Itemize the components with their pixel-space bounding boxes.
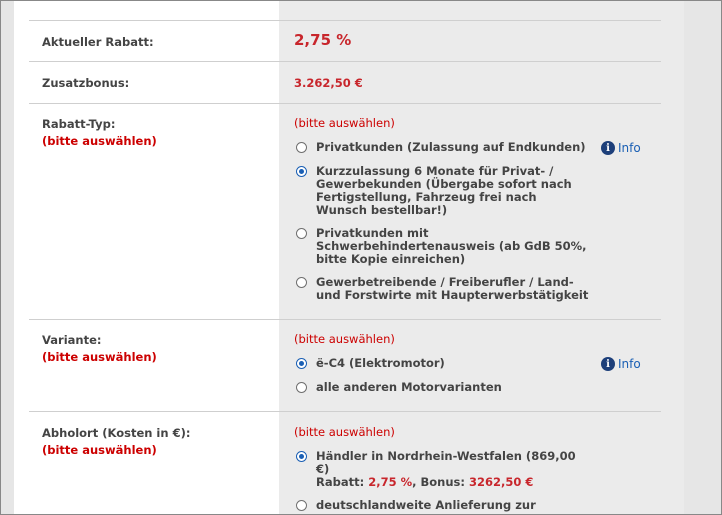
option-label[interactable]: Händler in Nordrhein-Westfalen (869,00 €) Rabatt: 2,75 %, Bonus: 3262,50 € (316, 450, 591, 489)
divider (29, 103, 661, 104)
current-discount-value: 2,75 % (294, 31, 352, 49)
radio-button[interactable] (296, 228, 307, 239)
divider (29, 319, 661, 320)
discount-type-hint: (bitte auswählen) (294, 116, 395, 130)
info-icon: i (601, 357, 615, 371)
current-discount-label: Aktueller Rabatt: (42, 35, 154, 49)
radio-button[interactable] (296, 382, 307, 393)
radio-button[interactable] (296, 451, 307, 462)
option-detail: Rabatt: 2,75 %, Bonus: 3262,50 € (316, 475, 534, 489)
option-label[interactable]: deutschlandweite Anlieferung zur (316, 498, 536, 512)
option-label[interactable]: ë-C4 (Elektromotor) (316, 356, 445, 370)
info-icon: i (601, 141, 615, 155)
pickup-location-label: Abholort (Kosten in €): (42, 426, 191, 440)
option-label[interactable]: Privatkunden mit Schwerbehindertenausweis (ab GdB 50%, bitte Kopie einreichen) (316, 226, 587, 266)
variant-required: (bitte auswählen) (42, 350, 157, 364)
info-link[interactable]: i Info (601, 141, 641, 155)
option-label[interactable]: Kurzzulassung 6 Monate für Privat- / Gewerbekunden (Übergabe sofort nach Fertigstellung, Fahrzeug frei nach Wunsch bestellbar!) (316, 164, 572, 217)
extra-bonus-value: 3.262,50 € (294, 76, 363, 90)
radio-button[interactable] (296, 358, 307, 369)
radio-button[interactable] (296, 277, 307, 288)
radio-button[interactable] (296, 166, 307, 177)
pickup-location-hint: (bitte auswählen) (294, 425, 395, 439)
info-link[interactable]: i Info (601, 357, 641, 371)
variant-hint: (bitte auswählen) (294, 332, 395, 346)
divider (29, 20, 661, 21)
discount-type-label: Rabatt-Typ: (42, 117, 116, 131)
extra-bonus-label: Zusatzbonus: (42, 76, 130, 90)
radio-button[interactable] (296, 142, 307, 153)
divider (29, 61, 661, 62)
radio-button[interactable] (296, 500, 307, 511)
variant-label: Variante: (42, 333, 102, 347)
option-label[interactable]: alle anderen Motorvarianten (316, 380, 502, 394)
discount-type-required: (bitte auswählen) (42, 134, 157, 148)
divider (29, 411, 661, 412)
option-label[interactable]: Privatkunden (Zulassung auf Endkunden) (316, 140, 586, 154)
right-gutter (684, 1, 722, 515)
option-label[interactable]: Gewerbetreibende / Freiberufler / Land- und Forstwirte mit Haupterwerbstätigkeit (316, 275, 589, 302)
pickup-location-required: (bitte auswählen) (42, 443, 157, 457)
left-gutter (1, 1, 14, 515)
